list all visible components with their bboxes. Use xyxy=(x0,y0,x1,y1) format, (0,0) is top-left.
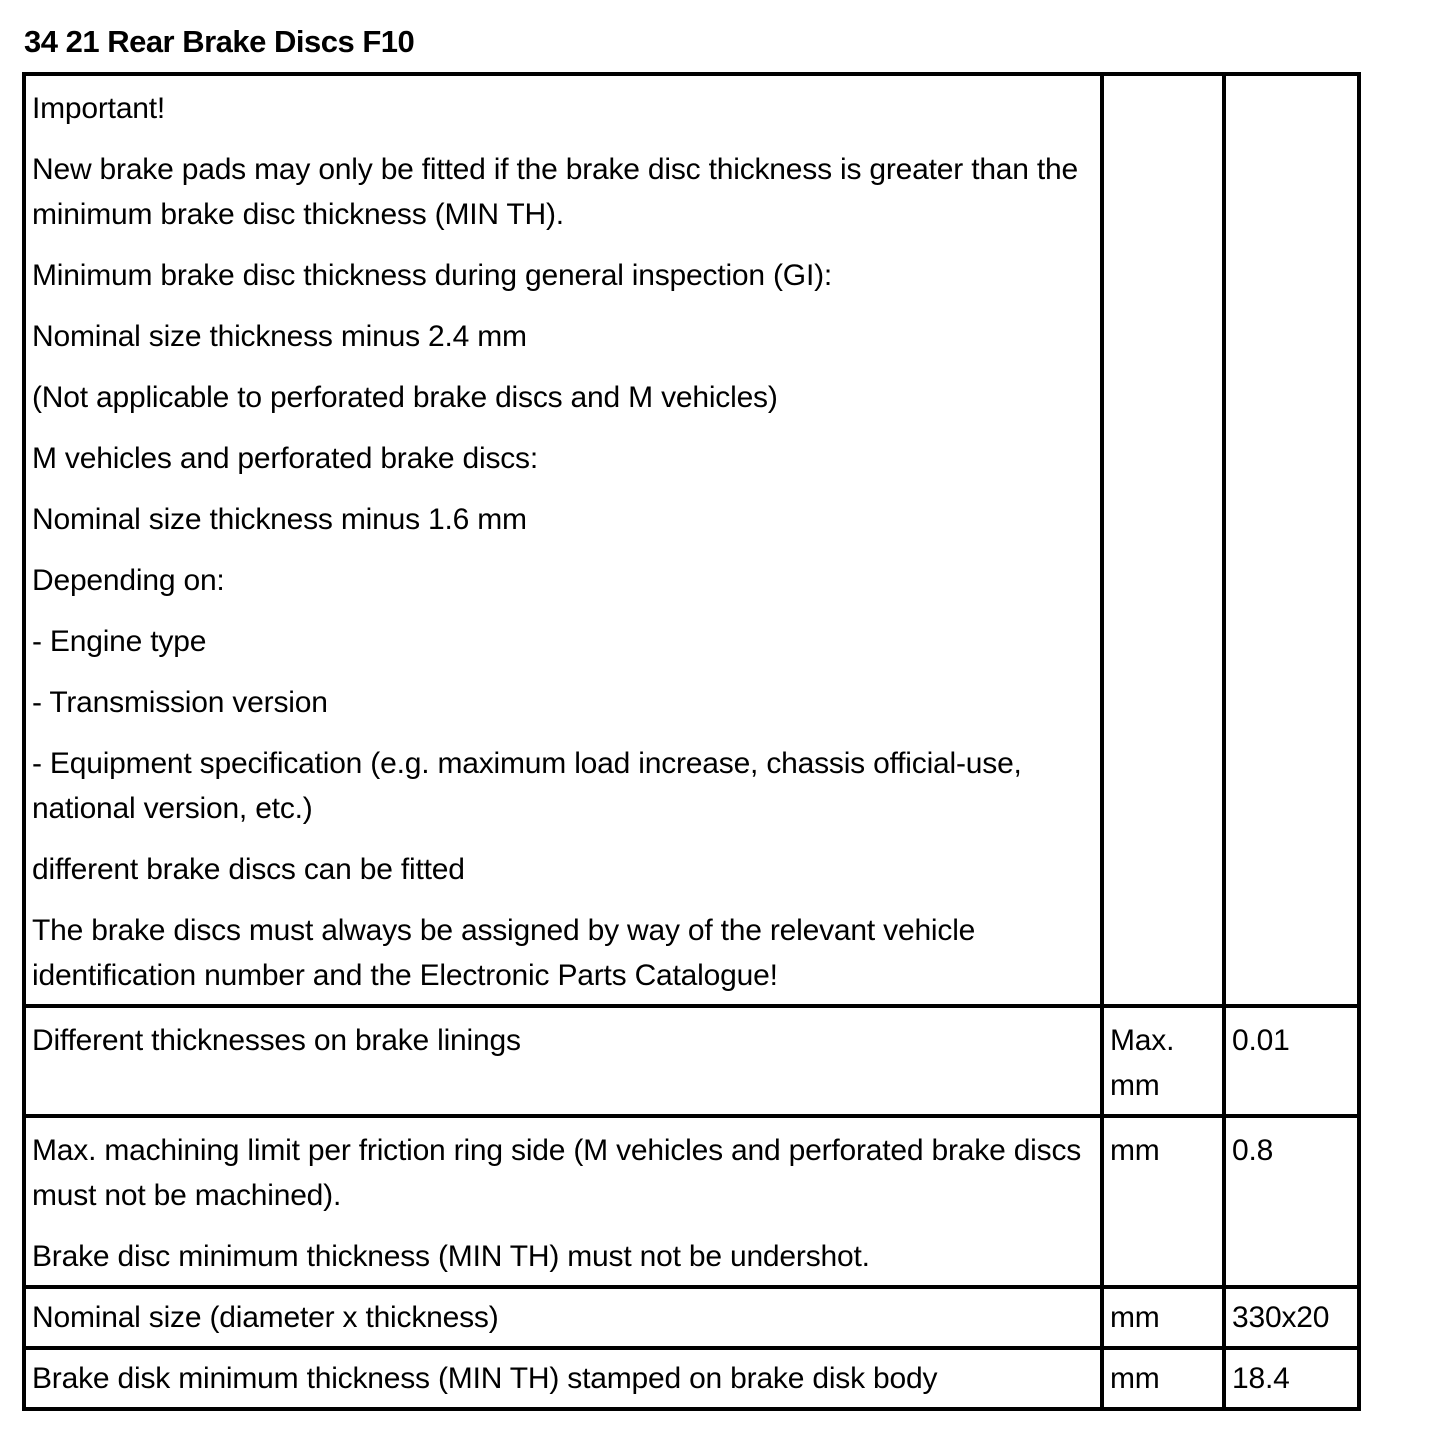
row-unit: mm xyxy=(1102,1348,1224,1409)
note-assignment: The brake discs must always be assigned by way of the relevant vehicle identification number and the Electronic Parts Catalogue! xyxy=(32,914,976,992)
note-nominal-minus-1-6: Nominal size thickness minus 1.6 mm xyxy=(32,503,527,536)
row-value: 18.4 xyxy=(1224,1348,1359,1409)
note-new-pads: New brake pads may only be fitted if the brake disc thickness is greater than the minimum brake disc thickness (MIN TH). xyxy=(32,153,1079,231)
note-engine-type: - Engine type xyxy=(32,625,207,658)
note-important: Important! xyxy=(32,92,166,125)
row-unit: mm xyxy=(1102,1116,1224,1287)
note-m-vehicles: M vehicles and perforated brake discs: xyxy=(32,442,538,475)
description-text: Nominal size (diameter x thickness) xyxy=(32,1301,499,1334)
note-equipment-spec: - Equipment specification (e.g. maximum load increase, chassis official-use, national version, etc.) xyxy=(32,747,1022,825)
description-text: Different thicknesses on brake linings xyxy=(32,1024,521,1057)
table-row-important-notes xyxy=(24,74,1359,1006)
note-nominal-minus-2-4: Nominal size thickness minus 2.4 mm xyxy=(32,320,527,353)
description-text: Max. machining limit per friction ring side (M vehicles and perforated brake discs must not be machined). xyxy=(32,1134,1082,1212)
table-row xyxy=(24,1348,1359,1409)
document-title: 34 21 Rear Brake Discs F10 xyxy=(24,24,415,59)
brake-disc-spec-table xyxy=(22,72,1361,1411)
important-notes-value-cell xyxy=(1224,74,1359,1006)
note-different-discs: different brake discs can be fitted xyxy=(32,853,465,886)
important-notes-cell xyxy=(24,74,1102,1006)
note-not-applicable: (Not applicable to perforated brake discs and M vehicles) xyxy=(32,381,778,414)
table-row xyxy=(24,1006,1359,1116)
row-unit: Max. mm xyxy=(1102,1006,1224,1116)
important-notes-unit-cell xyxy=(1102,74,1224,1006)
row-description xyxy=(24,1116,1102,1287)
row-description xyxy=(24,1006,1102,1116)
row-value: 0.8 xyxy=(1224,1116,1359,1287)
note-depending-on: Depending on: xyxy=(32,564,225,597)
description-text: Brake disc minimum thickness (MIN TH) must not be undershot. xyxy=(32,1240,870,1273)
note-min-thickness-gi: Minimum brake disc thickness during general inspection (GI): xyxy=(32,259,833,292)
table-row xyxy=(24,1116,1359,1287)
row-description xyxy=(24,1287,1102,1348)
note-transmission-version: - Transmission version xyxy=(32,686,328,719)
row-description xyxy=(24,1348,1102,1409)
table-row xyxy=(24,1287,1359,1348)
row-value: 0.01 xyxy=(1224,1006,1359,1116)
row-unit: mm xyxy=(1102,1287,1224,1348)
row-value: 330x20 xyxy=(1224,1287,1359,1348)
description-text: Brake disk minimum thickness (MIN TH) stamped on brake disk body xyxy=(32,1362,938,1395)
